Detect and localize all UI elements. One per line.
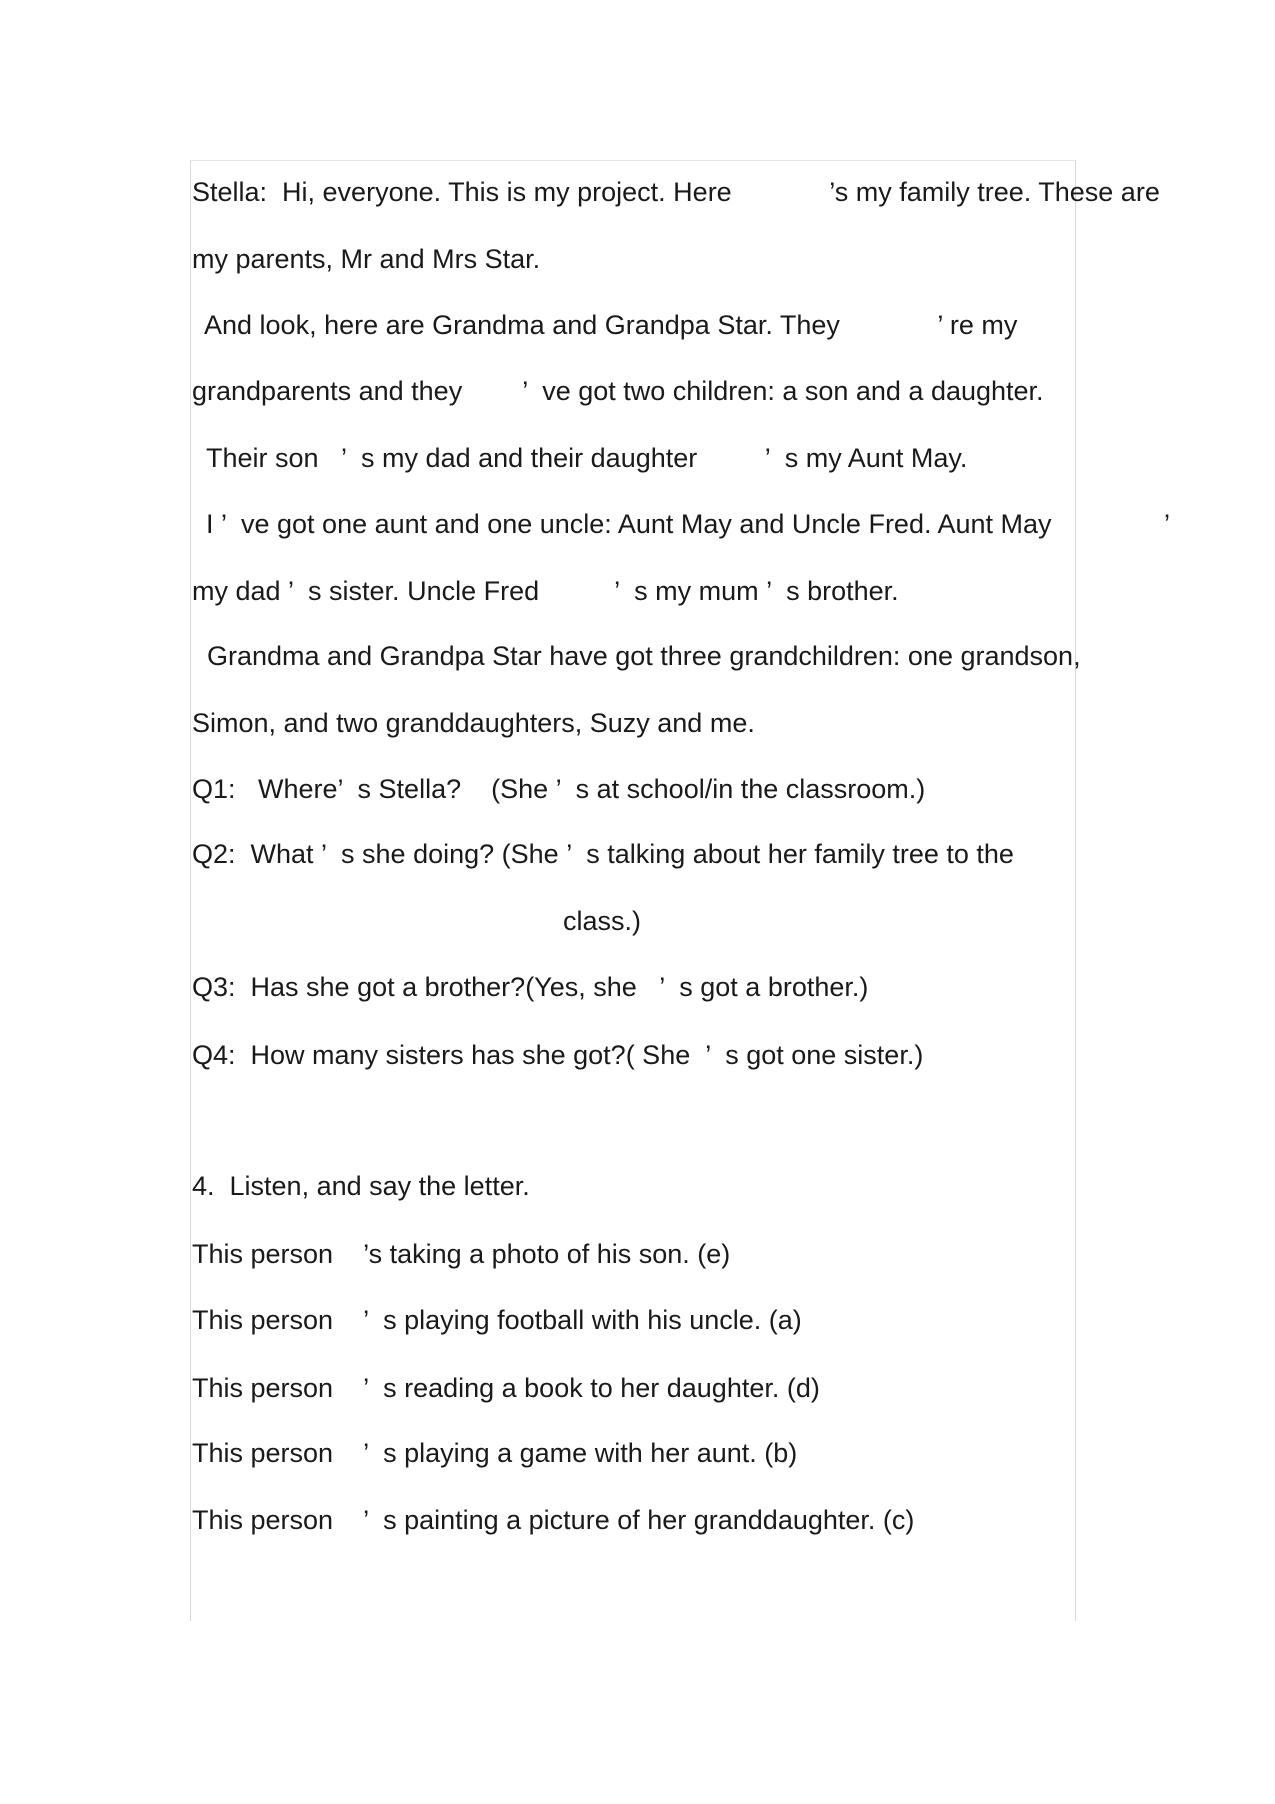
listen-item-c: This person ’ s painting a picture of her granddaughter. (c) [192,1505,915,1535]
text-line-parents: my parents, Mr and Mrs Star. [192,244,541,274]
section-heading-4: 4. Listen, and say the letter. [192,1171,530,1201]
listen-item-d: This person ’ s reading a book to her daughter. (d) [192,1373,820,1403]
text-line-siblings: my dad ’ s sister. Uncle Fred ’ s my mum ’ s brother. [192,576,899,606]
listen-item-e: This person ’s taking a photo of his son. (e) [192,1239,731,1269]
text-line-grandchildren: Grandma and Grandpa Star have got three grandchildren: one grandson, [207,641,1081,671]
question-q2: Q2: What ’ s she doing? (She ’ s talking about her family tree to the [192,839,1014,869]
question-q3: Q3: Has she got a brother?(Yes, she ’ s got a brother.) [192,972,869,1002]
text-line-aunt-uncle: I ’ ve got one aunt and one uncle: Aunt May and Uncle Fred. Aunt May ’ [206,509,1171,539]
text-line-stella-intro: Stella: Hi, everyone. This is my project. Here ’s my family tree. These are [192,177,1160,207]
listen-item-b: This person ’ s playing a game with her aunt. (b) [192,1438,798,1468]
listen-item-a: This person ’ s playing football with his uncle. (a) [192,1305,802,1335]
question-q2-continuation: class.) [563,906,642,936]
question-q4: Q4: How many sisters has she got?( She ’ s got one sister.) [192,1040,924,1070]
text-line-grandparents: And look, here are Grandma and Grandpa Star. They ’ re my [204,310,1018,340]
text-line-son-daughter: Their son ’ s my dad and their daughter ’ s my Aunt May. [206,443,968,473]
text-line-children: grandparents and they ’ ve got two children: a son and a daughter. [192,376,1044,406]
question-q1: Q1: Where’ s Stella? (She ’ s at school/in the classroom.) [192,774,926,804]
text-line-granddaughters: Simon, and two granddaughters, Suzy and me. [192,708,755,738]
